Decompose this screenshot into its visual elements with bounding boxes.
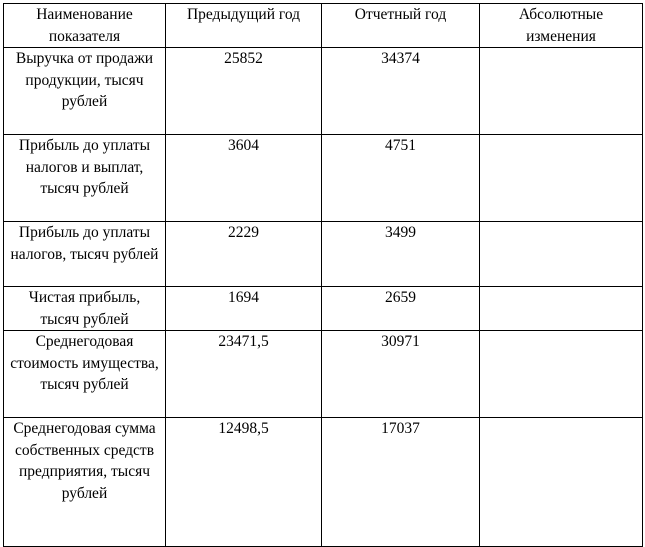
row-change bbox=[480, 222, 643, 287]
row-name: Выручка от продажи продукции, тысяч рублей bbox=[4, 48, 166, 135]
row-current: 34374 bbox=[322, 48, 480, 135]
table-row bbox=[4, 287, 643, 331]
table-row bbox=[4, 222, 643, 287]
table-row bbox=[4, 418, 643, 547]
row-change bbox=[480, 331, 643, 418]
row-name: Чистая прибыль, тысяч рублей bbox=[4, 287, 166, 331]
table-row bbox=[4, 48, 643, 135]
row-current: 2659 bbox=[322, 287, 480, 331]
row-current: 30971 bbox=[322, 331, 480, 418]
row-change bbox=[480, 135, 643, 222]
row-prev: 2229 bbox=[166, 222, 322, 287]
row-prev: 23471,5 bbox=[166, 331, 322, 418]
header-name: Наименование показателя bbox=[4, 4, 166, 48]
table-row bbox=[4, 331, 643, 418]
row-change bbox=[480, 418, 643, 547]
row-prev: 12498,5 bbox=[166, 418, 322, 547]
row-name: Прибыль до уплаты налогов и выплат, тысяч рублей bbox=[4, 135, 166, 222]
row-change bbox=[480, 287, 643, 331]
row-prev: 25852 bbox=[166, 48, 322, 135]
indicators-table bbox=[3, 3, 643, 547]
header-row bbox=[4, 4, 643, 48]
header-prev-year: Предыдущий год bbox=[166, 4, 322, 48]
header-absolute-change: Абсолютные изменения bbox=[480, 4, 643, 48]
row-change bbox=[480, 48, 643, 135]
row-prev: 3604 bbox=[166, 135, 322, 222]
row-current: 4751 bbox=[322, 135, 480, 222]
header-current-year: Отчетный год bbox=[322, 4, 480, 48]
table-row bbox=[4, 135, 643, 222]
row-current: 3499 bbox=[322, 222, 480, 287]
row-name: Прибыль до уплаты налогов, тысяч рублей bbox=[4, 222, 166, 287]
row-name: Среднегодовая сумма собственных средств предприятия, тысяч рублей bbox=[4, 418, 166, 547]
row-name: Среднегодовая стоимость имущества, тысяч рублей bbox=[4, 331, 166, 418]
row-prev: 1694 bbox=[166, 287, 322, 331]
row-current: 17037 bbox=[322, 418, 480, 547]
